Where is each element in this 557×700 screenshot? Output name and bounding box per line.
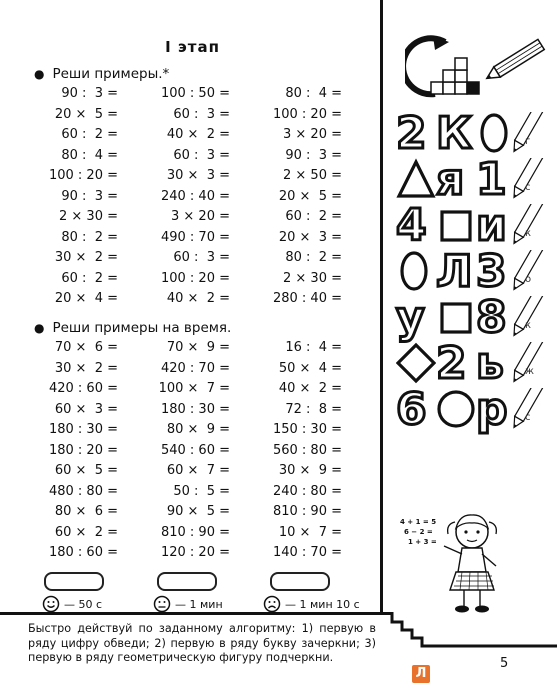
math-problem: 30 × 2 = (54, 250, 118, 265)
section2-heading-text: Реши примеры на время. (52, 320, 232, 336)
math-problem: 16 : 4 = (285, 340, 342, 355)
math-problem: 80 : 4 = (285, 86, 342, 101)
exercise-row (0, 107, 385, 127)
pencil-icon (508, 204, 554, 248)
math-problem: 480 : 80 = (48, 483, 118, 499)
math-problem: 50 × 4 = (278, 360, 342, 376)
section2-heading (34, 320, 231, 336)
math-problem: 240 : 40 = (160, 188, 230, 204)
digit-symbol: 8 (476, 292, 507, 343)
symbol-row (396, 292, 556, 343)
math-problem: 60 × 7 = (166, 463, 230, 478)
math-problem: 60 × 5 = (54, 463, 118, 478)
letter-symbol: у (396, 292, 425, 343)
math-problem: 90 : 3 = (285, 147, 342, 163)
step-border-decoration (380, 612, 557, 652)
letter-symbol: Л (436, 246, 473, 297)
symbol-row (396, 108, 556, 159)
pencil-icon (508, 250, 554, 294)
math-problem: 80 × 9 = (166, 422, 230, 437)
bottom-divider-line (0, 612, 383, 615)
math-problem: 60 × 3 = (54, 401, 118, 417)
math-problem: 20 × 4 = (54, 291, 118, 306)
math-problem: 420 : 70 = (160, 360, 230, 376)
math-problem: 2 × 30 = (283, 270, 342, 286)
circle-shape-icon (436, 388, 476, 430)
pencil-icon (508, 342, 554, 386)
exercise-row (0, 291, 385, 311)
square-shape-icon (436, 296, 476, 338)
math-problem: 120 : 20 = (160, 545, 230, 560)
exercise-row (0, 422, 385, 442)
symbol-row (396, 384, 556, 435)
board-line-3: 1 + 3 = (408, 538, 437, 546)
exercise-row (0, 545, 385, 565)
digit-symbol: 1 (476, 154, 507, 205)
math-problem: 180 : 60 = (48, 545, 118, 560)
pencil-letter: к (525, 320, 532, 331)
math-problem: 30 × 9 = (278, 463, 342, 478)
timer-legend-label: — 50 с (64, 597, 103, 611)
math-problem: 560 : 80 = (272, 442, 342, 458)
math-problem: 3 × 20 = (171, 209, 230, 224)
pencil-letter: к (525, 228, 532, 239)
math-problem: 3 × 20 = (283, 127, 342, 142)
neutral-face-icon (153, 595, 171, 613)
oval-shape-icon (396, 250, 436, 292)
math-problem: 60 : 3 = (173, 106, 230, 122)
math-problem: 60 × 2 = (54, 524, 118, 540)
math-problem: 70 × 9 = (166, 340, 230, 355)
math-problem: 50 : 5 = (173, 483, 230, 499)
math-problem: 2 × 30 = (59, 209, 118, 224)
exercise-row (0, 189, 385, 209)
math-problem: 420 : 60 = (48, 381, 118, 396)
math-problem: 40 × 2 = (166, 291, 230, 306)
pencil-icon (508, 388, 554, 432)
math-problem: 90 : 3 = (61, 188, 118, 204)
exercise-row (0, 168, 385, 188)
diamond-shape-icon (396, 342, 436, 384)
exercise-row (0, 250, 385, 270)
exercise-row (0, 361, 385, 381)
exercise-row (0, 271, 385, 291)
exercise-row (0, 148, 385, 168)
math-problem: 60 : 2 = (61, 270, 118, 286)
math-problem: 280 : 40 = (272, 291, 342, 306)
square-shape-icon (436, 204, 476, 246)
letter-symbol: ь (476, 338, 504, 389)
exercise-row (0, 209, 385, 229)
math-problem: 100 : 50 = (160, 86, 230, 101)
section1-heading-text: Реши примеры.* (52, 66, 170, 82)
triangle-shape-icon (396, 158, 436, 200)
math-problem: 60 : 3 = (173, 147, 230, 163)
exercise-row (0, 443, 385, 463)
math-problem: 80 : 2 = (285, 250, 342, 265)
math-problem: 70 × 6 = (54, 340, 118, 355)
letter-symbol: и (476, 200, 507, 251)
math-problem: 60 : 2 = (285, 209, 342, 224)
math-problem: 30 × 2 = (54, 360, 118, 376)
timer-answer-box[interactable] (44, 572, 104, 591)
math-problem: 100 : 20 = (48, 168, 118, 183)
pencil-icon (508, 296, 554, 340)
timer-answer-box[interactable] (270, 572, 330, 591)
math-problem: 140 : 70 = (272, 545, 342, 560)
math-problem: 180 : 30 = (160, 401, 230, 417)
math-problem: 100 : 20 = (272, 106, 342, 122)
math-problem: 30 × 3 = (166, 168, 230, 183)
digit-symbol: 6 (396, 384, 427, 435)
section1-heading (34, 66, 169, 82)
math-problem: 2 × 50 = (283, 168, 342, 183)
symbol-row (396, 200, 556, 251)
math-problem: 10 × 7 = (278, 524, 342, 540)
math-problem: 80 : 4 = (61, 147, 118, 163)
math-problem: 150 : 30 = (272, 422, 342, 437)
math-problem: 40 × 2 = (278, 381, 342, 396)
math-problem: 80 × 6 = (54, 504, 118, 519)
timer-legend-1 (42, 594, 102, 614)
sad-face-icon (263, 595, 281, 613)
timer-legend-2 (153, 594, 223, 614)
math-problem: 90 × 5 = (166, 504, 230, 519)
math-problem: 20 × 5 = (54, 106, 118, 122)
bullet-icon: ● (34, 321, 45, 335)
math-problem: 60 : 3 = (173, 250, 230, 265)
pencil-icon (508, 112, 554, 156)
digit-symbol: 2 (436, 338, 467, 389)
exercise-row (0, 127, 385, 147)
math-problem: 540 : 60 = (160, 442, 230, 458)
math-problem: 100 × 7 = (158, 381, 230, 396)
exercise-row (0, 402, 385, 422)
math-problem: 490 : 70 = (160, 229, 230, 245)
symbol-row (396, 154, 556, 205)
exercise-row (0, 463, 385, 483)
math-problem: 180 : 20 = (48, 442, 118, 458)
exercise-row (0, 381, 385, 401)
pencil-letter: ж (525, 366, 535, 377)
timer-legend-3 (263, 594, 360, 614)
math-problem: 100 : 20 = (160, 270, 230, 286)
digit-symbol: 4 (396, 200, 427, 251)
instructions-text: Быстро действуй по заданному алгоритму: 1) первую в ряду цифру обведи; 2) первую в ряду букву зачеркни; 3) первую в ряду геометрическую фигуру подчеркни. (28, 622, 376, 664)
math-problem: 80 : 2 = (61, 229, 118, 245)
math-problem: 20 × 3 = (278, 229, 342, 245)
symbol-row (396, 246, 556, 297)
bullet-icon: ● (34, 67, 45, 81)
board-line-1: 4 + 1 = 5 (400, 518, 437, 526)
page-divider-line (380, 0, 383, 615)
math-problem: 60 : 2 = (61, 127, 118, 142)
math-problem: 810 : 90 = (160, 524, 230, 540)
exercise-row (0, 504, 385, 524)
page-title: I этап (165, 38, 220, 56)
page-number: 5 (500, 656, 509, 671)
letter-symbol: К (436, 108, 472, 159)
letter-symbol: я (436, 154, 465, 205)
timer-answer-box[interactable] (157, 572, 217, 591)
math-problem: 40 × 2 = (166, 127, 230, 142)
math-problem: 90 : 3 = (61, 86, 118, 101)
step-blocks-icon (405, 34, 555, 104)
exercise-row (0, 230, 385, 250)
symbol-row (396, 338, 556, 389)
pencil-icon (508, 158, 554, 202)
pencil-letter: о (525, 274, 532, 285)
digit-symbol: 3 (476, 246, 507, 297)
pencil-letter: с (525, 182, 531, 193)
timer-legend-label: — 1 мин 10 с (285, 597, 360, 611)
publisher-logo: Л (412, 665, 430, 683)
exercise-row (0, 484, 385, 504)
digit-symbol: 2 (396, 108, 427, 159)
timer-legend-label: — 1 мин (175, 597, 223, 611)
pencil-letter: с (525, 412, 531, 423)
exercise-row (0, 525, 385, 545)
letter-symbol: р (476, 384, 508, 435)
board-line-2: 6 − 2 = (404, 528, 433, 536)
math-problem: 240 : 80 = (272, 483, 342, 499)
exercise-row (0, 86, 385, 106)
math-problem: 180 : 30 = (48, 422, 118, 437)
happy-face-icon (42, 595, 60, 613)
math-problem: 72 : 8 = (285, 401, 342, 417)
exercise-row (0, 340, 385, 360)
math-problem: 810 : 90 = (272, 504, 342, 519)
girl-illustration (400, 510, 520, 615)
pencil-letter: г (525, 136, 531, 147)
math-problem: 20 × 5 = (278, 188, 342, 204)
